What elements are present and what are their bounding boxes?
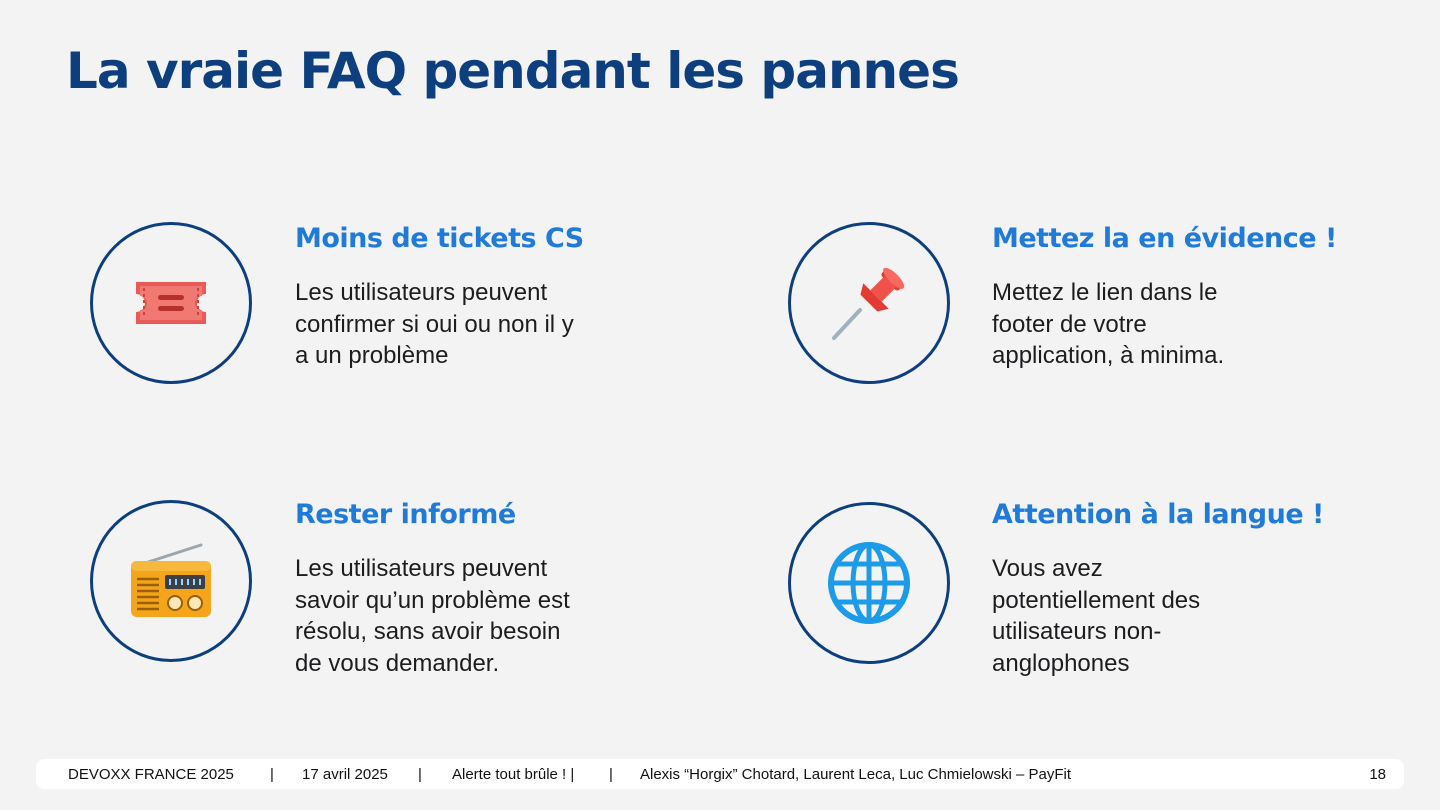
card-heading-evidence: Mettez la en évidence ! [992,223,1337,254]
card-body-tickets: Les utilisateurs peuvent confirmer si oui ou non il y a un problème [295,279,574,369]
slide-title: La vraie FAQ pendant les pannes [66,42,959,100]
radio-icon-circle [90,500,252,662]
globe-icon [828,542,910,624]
card-body-evidence: Mettez le lien dans le footer de votre application, à minima. [992,279,1225,369]
footer-authors: Alexis “Horgix” Chotard, Laurent Leca, Luc Chmielowski – PayFit [640,766,1072,783]
footer-date: 17 avril 2025 [302,766,388,783]
pushpin-icon [826,260,912,346]
footer-event: DEVOXX FRANCE 2025 [68,766,234,783]
radio-icon [129,543,213,619]
slide-footer [36,759,1404,789]
footer-separator: | [270,766,274,783]
footer-talk: Alerte tout brûle ! | [452,766,575,783]
footer-separator: | [609,766,613,783]
footer-separator: | [418,766,422,783]
card-heading-tickets: Moins de tickets CS [295,223,584,254]
ticket-icon [130,278,212,328]
page-number: 18 [1369,766,1386,783]
ticket-icon-circle [90,222,252,384]
card-body-informed: Les utilisateurs peuvent savoir qu’un problème est résolu, sans avoir besoin de vous demander. [295,555,570,677]
card-heading-informed: Rester informé [295,499,516,530]
card-heading-language: Attention à la langue ! [992,499,1324,530]
card-body-language: Vous avez potentiellement des utilisateurs non-anglophones [992,555,1201,677]
pushpin-icon-circle [788,222,950,384]
globe-icon-circle [788,502,950,664]
